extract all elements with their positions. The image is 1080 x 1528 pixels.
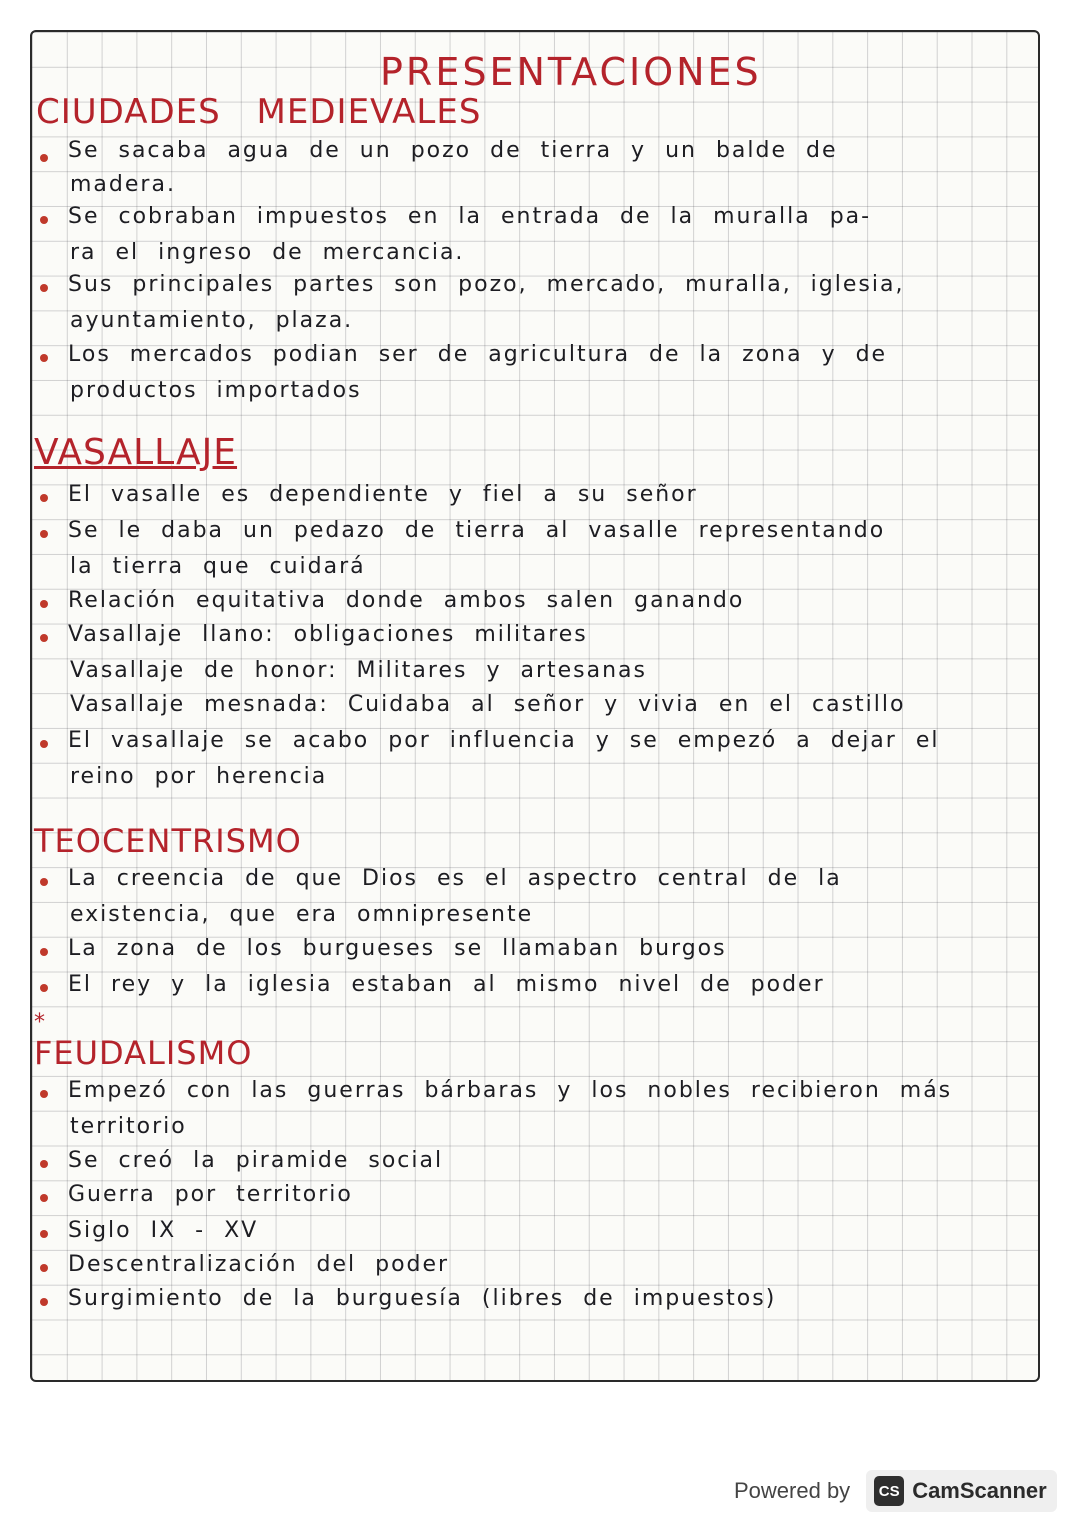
- camscanner-brand: CamScanner: [912, 1478, 1047, 1503]
- note-line: la tierra que cuidará: [70, 554, 366, 579]
- note-line: Relación equitativa donde ambos salen ganando: [68, 588, 745, 613]
- note-line: Se sacaba agua de un pozo de tierra y un balde de: [68, 138, 838, 163]
- notebook-page: [30, 30, 1040, 1382]
- section-heading-ciudades: CIUDADES MEDIEVALES: [36, 92, 482, 132]
- section-heading-teocentrismo: TEOCENTRISMO: [34, 822, 302, 860]
- powered-by-text: Powered by: [734, 1478, 851, 1503]
- bullet-icon: [40, 1090, 48, 1098]
- note-line: existencia, que era omnipresente: [70, 902, 534, 927]
- note-line: Se le daba un pedazo de tierra al vasalle representando: [68, 518, 886, 543]
- asterisk-mark: *: [34, 1010, 45, 1035]
- camscanner-icon: CS: [874, 1476, 904, 1506]
- camscanner-logo: [866, 1470, 1057, 1512]
- note-line: La zona de los burgueses se llamaban burgos: [68, 936, 727, 961]
- bullet-icon: [40, 600, 48, 608]
- page-title: PRESENTACIONES: [380, 50, 762, 94]
- bullet-icon: [40, 1264, 48, 1272]
- note-line: El vasallaje se acabo por influencia y se empezó a dejar el: [68, 728, 940, 753]
- bullet-icon: [40, 1160, 48, 1168]
- note-line: Empezó con las guerras bárbaras y los nobles recibieron más: [68, 1078, 953, 1103]
- camscanner-watermark: [734, 1470, 1057, 1512]
- bullet-icon: [40, 530, 48, 538]
- bullet-icon: [40, 1298, 48, 1306]
- note-line: El rey y la iglesia estaban al mismo nivel de poder: [68, 972, 825, 997]
- note-line: Descentralización del poder: [68, 1252, 450, 1277]
- note-line: Vasallaje mesnada: Cuidaba al señor y vivia en el castillo: [70, 692, 906, 717]
- note-line: Se cobraban impuestos en la entrada de la muralla pa-: [68, 204, 872, 229]
- note-line: productos importados: [70, 378, 362, 403]
- bullet-icon: [40, 984, 48, 992]
- section-heading-vasallaje: VASALLAJE: [34, 432, 238, 473]
- bullet-icon: [40, 634, 48, 642]
- bullet-icon: [40, 1194, 48, 1202]
- bullet-icon: [40, 878, 48, 886]
- bullet-icon: [40, 948, 48, 956]
- note-line: madera.: [70, 172, 176, 197]
- note-line: Vasallaje de honor: Militares y artesanas: [70, 658, 647, 683]
- note-line: territorio: [70, 1114, 187, 1139]
- bullet-icon: [40, 354, 48, 362]
- note-line: Los mercados podian ser de agricultura de la zona y de: [68, 342, 888, 367]
- bullet-icon: [40, 216, 48, 224]
- note-line: Siglo IX - XV: [68, 1218, 259, 1243]
- note-line: El vasalle es dependiente y fiel a su señor: [68, 482, 698, 507]
- bullet-icon: [40, 740, 48, 748]
- page-content: [32, 32, 1038, 1380]
- bullet-icon: [40, 154, 48, 162]
- note-line: Vasallaje llano: obligaciones militares: [68, 622, 588, 647]
- note-line: Surgimiento de la burguesía (libres de impuestos): [68, 1286, 777, 1311]
- note-line: reino por herencia: [70, 764, 328, 789]
- bullet-icon: [40, 284, 48, 292]
- note-line: Se creó la piramide social: [68, 1148, 444, 1173]
- note-line: La creencia de que Dios es el aspectro central de la: [68, 866, 842, 891]
- note-line: Guerra por territorio: [68, 1182, 353, 1207]
- bullet-icon: [40, 1230, 48, 1238]
- note-line: ra el ingreso de mercancia.: [70, 240, 465, 265]
- section-heading-feudalismo: FEUDALISMO: [34, 1034, 253, 1072]
- note-line: ayuntamiento, plaza.: [70, 308, 354, 333]
- bullet-icon: [40, 494, 48, 502]
- note-line: Sus principales partes son pozo, mercado, muralla, iglesia,: [68, 272, 905, 297]
